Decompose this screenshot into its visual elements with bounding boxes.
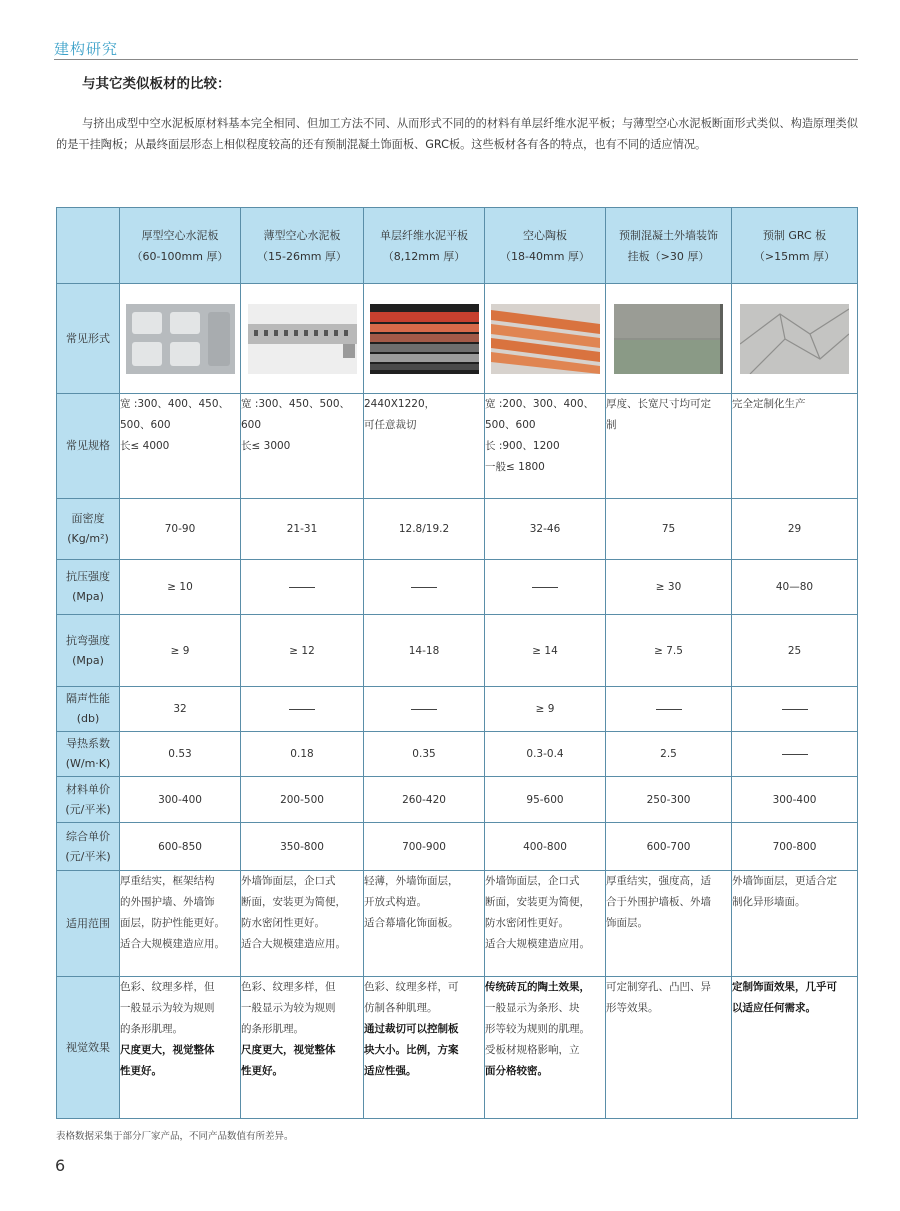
row-compressive-strength [57, 560, 858, 615]
material-price-cell-1: 300-400 [120, 777, 241, 823]
row-thermal-conductivity [57, 732, 858, 777]
bending-cell-6: 25 [732, 615, 858, 687]
col-header-5: 预制混凝土外墙装饰 挂板（>30 厚） [606, 208, 732, 284]
density-cell-5: 75 [606, 499, 732, 560]
compress-cell-1: ≥ 10 [120, 560, 241, 615]
scope-cell-5: 厚重结实，强度高，适 合于外围护墙板、外墙 饰面层。 [606, 871, 732, 977]
thermal-cell-6 [732, 732, 858, 777]
spec-cell-4: 宽 :200、300、400、 500、600 长 :900、1200 一般≤ 1800 [485, 394, 606, 499]
col-header-1: 厚型空心水泥板 （60-100mm 厚） [120, 208, 241, 284]
row-label-material-price: 材料单价 (元/平米) [57, 777, 120, 823]
visual-cell-6: 定制饰面效果，几乎可 以适应任何需求。 [732, 977, 858, 1119]
visual-cell-1: 色彩、纹理多样，但 一般显示为较为规则 的条形肌理。 尺度更大，视觉整体 性更好。 [120, 977, 241, 1119]
spec-cell-2: 宽 :300、450、500、 600 长≤ 3000 [241, 394, 364, 499]
density-cell-6: 29 [732, 499, 858, 560]
dash-mark [656, 709, 682, 710]
thin-hollow-board-image [248, 304, 357, 374]
photo-thin-hollow-board [241, 284, 364, 394]
section-title: 与其它类似板材的比较： [82, 76, 231, 92]
row-label-form: 常见形式 [57, 284, 120, 394]
material-price-cell-2: 200-500 [241, 777, 364, 823]
intro-paragraph: 与挤出成型中空水泥板原材料基本完全相同、但加工方法不同、从而形式不同的的材料有单层纤维水泥平板；与薄型空心水泥板断面形式类似、构造原理类似的是干挂陶板；从最终面层形态上相似程度较高的还有预制混凝土饰面板、GRC板。这些板材各有各的特点，也有不同的适应情况。 [56, 117, 858, 151]
row-spec [57, 394, 858, 499]
bending-cell-2: ≥ 12 [241, 615, 364, 687]
photo-grc-panel [732, 284, 858, 394]
row-label-sound: 隔声性能 (db) [57, 687, 120, 732]
row-label-density: 面密度 (Kg/m²) [57, 499, 120, 560]
spec-cell-1: 宽 :300、400、450、 500、600 长≤ 4000 [120, 394, 241, 499]
sound-cell-5 [606, 687, 732, 732]
row-density [57, 499, 858, 560]
visual-cell-4: 传统砖瓦的陶土效果， 一般显示为条形、块 形等较为规则的肌理。 受板材规格影响，立 面分格较密。 [485, 977, 606, 1119]
spec-cell-6: 完全定制化生产 [732, 394, 858, 499]
scope-cell-3: 轻薄，外墙饰面层， 开放式构造。 适合幕墙化饰面板。 [364, 871, 485, 977]
page-number: 6 [55, 1156, 66, 1175]
hollow-terracotta-panel-image [491, 304, 600, 374]
sound-cell-3 [364, 687, 485, 732]
thermal-cell-3: 0.35 [364, 732, 485, 777]
col-header-2: 薄型空心水泥板 （15-26mm 厚） [241, 208, 364, 284]
photo-precast-concrete-panel [606, 284, 732, 394]
comparison-table [56, 207, 858, 1119]
dash-mark [289, 587, 315, 588]
spec-cell-3: 2440X1220， 可任意裁切 [364, 394, 485, 499]
dash-mark [782, 709, 808, 710]
compress-cell-5: ≥ 30 [606, 560, 732, 615]
header-rule [54, 59, 858, 60]
scope-cell-4: 外墙饰面层，企口式 断面，安装更为简便， 防水密闭性更好。 适合大规模建造应用。 [485, 871, 606, 977]
thermal-cell-2: 0.18 [241, 732, 364, 777]
sound-cell-4: ≥ 9 [485, 687, 606, 732]
bending-cell-3: 14-18 [364, 615, 485, 687]
visual-cell-5: 可定制穿孔、凸凹、异 形等效果。 [606, 977, 732, 1119]
thermal-cell-5: 2.5 [606, 732, 732, 777]
sound-cell-2 [241, 687, 364, 732]
header-row [57, 208, 858, 284]
total-price-cell-3: 700-900 [364, 823, 485, 871]
compress-cell-4 [485, 560, 606, 615]
total-price-cell-5: 600-700 [606, 823, 732, 871]
col-header-6: 预制 GRC 板 （>15mm 厚） [732, 208, 858, 284]
compress-cell-2 [241, 560, 364, 615]
row-form [57, 284, 858, 394]
visual-cell-3: 色彩、纹理多样，可 仿制各种肌理。 通过裁切可以控制板 块大小。比例，方案 适应性强。 [364, 977, 485, 1119]
dash-mark [289, 709, 315, 710]
material-price-cell-4: 95-600 [485, 777, 606, 823]
row-label-compressive: 抗压强度 (Mpa) [57, 560, 120, 615]
thermal-cell-4: 0.3-0.4 [485, 732, 606, 777]
visual-cell-2: 色彩、纹理多样，但 一般显示为较为规则 的条形肌理。 尺度更大，视觉整体 性更好。 [241, 977, 364, 1119]
precast-concrete-panel-image [614, 304, 723, 374]
compress-cell-3 [364, 560, 485, 615]
bending-cell-5: ≥ 7.5 [606, 615, 732, 687]
sound-cell-1: 32 [120, 687, 241, 732]
dash-mark [532, 587, 558, 588]
sound-cell-6 [732, 687, 858, 732]
dash-mark [782, 754, 808, 755]
total-price-cell-4: 400-800 [485, 823, 606, 871]
row-label-visual: 视觉效果 [57, 977, 120, 1119]
density-cell-2: 21-31 [241, 499, 364, 560]
scope-cell-6: 外墙饰面层，更适合定 制化异形墙面。 [732, 871, 858, 977]
col-header-4: 空心陶板 （18-40mm 厚） [485, 208, 606, 284]
row-visual [57, 977, 858, 1119]
scope-cell-1: 厚重结实，框架结构 的外围护墙、外墙饰 面层，防护性能更好。 适合大规模建造应用。 [120, 871, 241, 977]
photo-hollow-terracotta-panel [485, 284, 606, 394]
thick-hollow-board-image [126, 304, 235, 374]
fiber-cement-board-image [370, 304, 479, 374]
material-price-cell-3: 260-420 [364, 777, 485, 823]
photo-thick-hollow-board [120, 284, 241, 394]
bending-cell-4: ≥ 14 [485, 615, 606, 687]
row-label-thermal: 导热系数 (W/m·K) [57, 732, 120, 777]
total-price-cell-2: 350-800 [241, 823, 364, 871]
row-label-bending: 抗弯强度 (Mpa) [57, 615, 120, 687]
row-label-scope: 适用范围 [57, 871, 120, 977]
running-header: 建构研究 [54, 40, 119, 58]
row-sound-insulation [57, 687, 858, 732]
material-price-cell-6: 300-400 [732, 777, 858, 823]
grc-panel-image [740, 304, 849, 374]
total-price-cell-6: 700-800 [732, 823, 858, 871]
scope-cell-2: 外墙饰面层，企口式 断面，安装更为简便， 防水密闭性更好。 适合大规模建造应用。 [241, 871, 364, 977]
spec-cell-5: 厚度、长宽尺寸均可定 制 [606, 394, 732, 499]
density-cell-4: 32-46 [485, 499, 606, 560]
density-cell-1: 70-90 [120, 499, 241, 560]
row-total-price [57, 823, 858, 871]
col-header-3: 单层纤维水泥平板 （8,12mm 厚） [364, 208, 485, 284]
row-material-price [57, 777, 858, 823]
dash-mark [411, 587, 437, 588]
photo-fiber-cement-board [364, 284, 485, 394]
bending-cell-1: ≥ 9 [120, 615, 241, 687]
row-label-spec: 常见规格 [57, 394, 120, 499]
density-cell-3: 12.8/19.2 [364, 499, 485, 560]
row-bending-strength [57, 615, 858, 687]
thermal-cell-1: 0.53 [120, 732, 241, 777]
row-scope [57, 871, 858, 977]
total-price-cell-1: 600-850 [120, 823, 241, 871]
corner-cell [57, 208, 120, 284]
table-footnote: 表格数据采集于部分厂家产品，不同产品数值有所差异。 [56, 1131, 294, 1142]
row-label-total-price: 综合单价 (元/平米) [57, 823, 120, 871]
compress-cell-6: 40—80 [732, 560, 858, 615]
material-price-cell-5: 250-300 [606, 777, 732, 823]
dash-mark [411, 709, 437, 710]
